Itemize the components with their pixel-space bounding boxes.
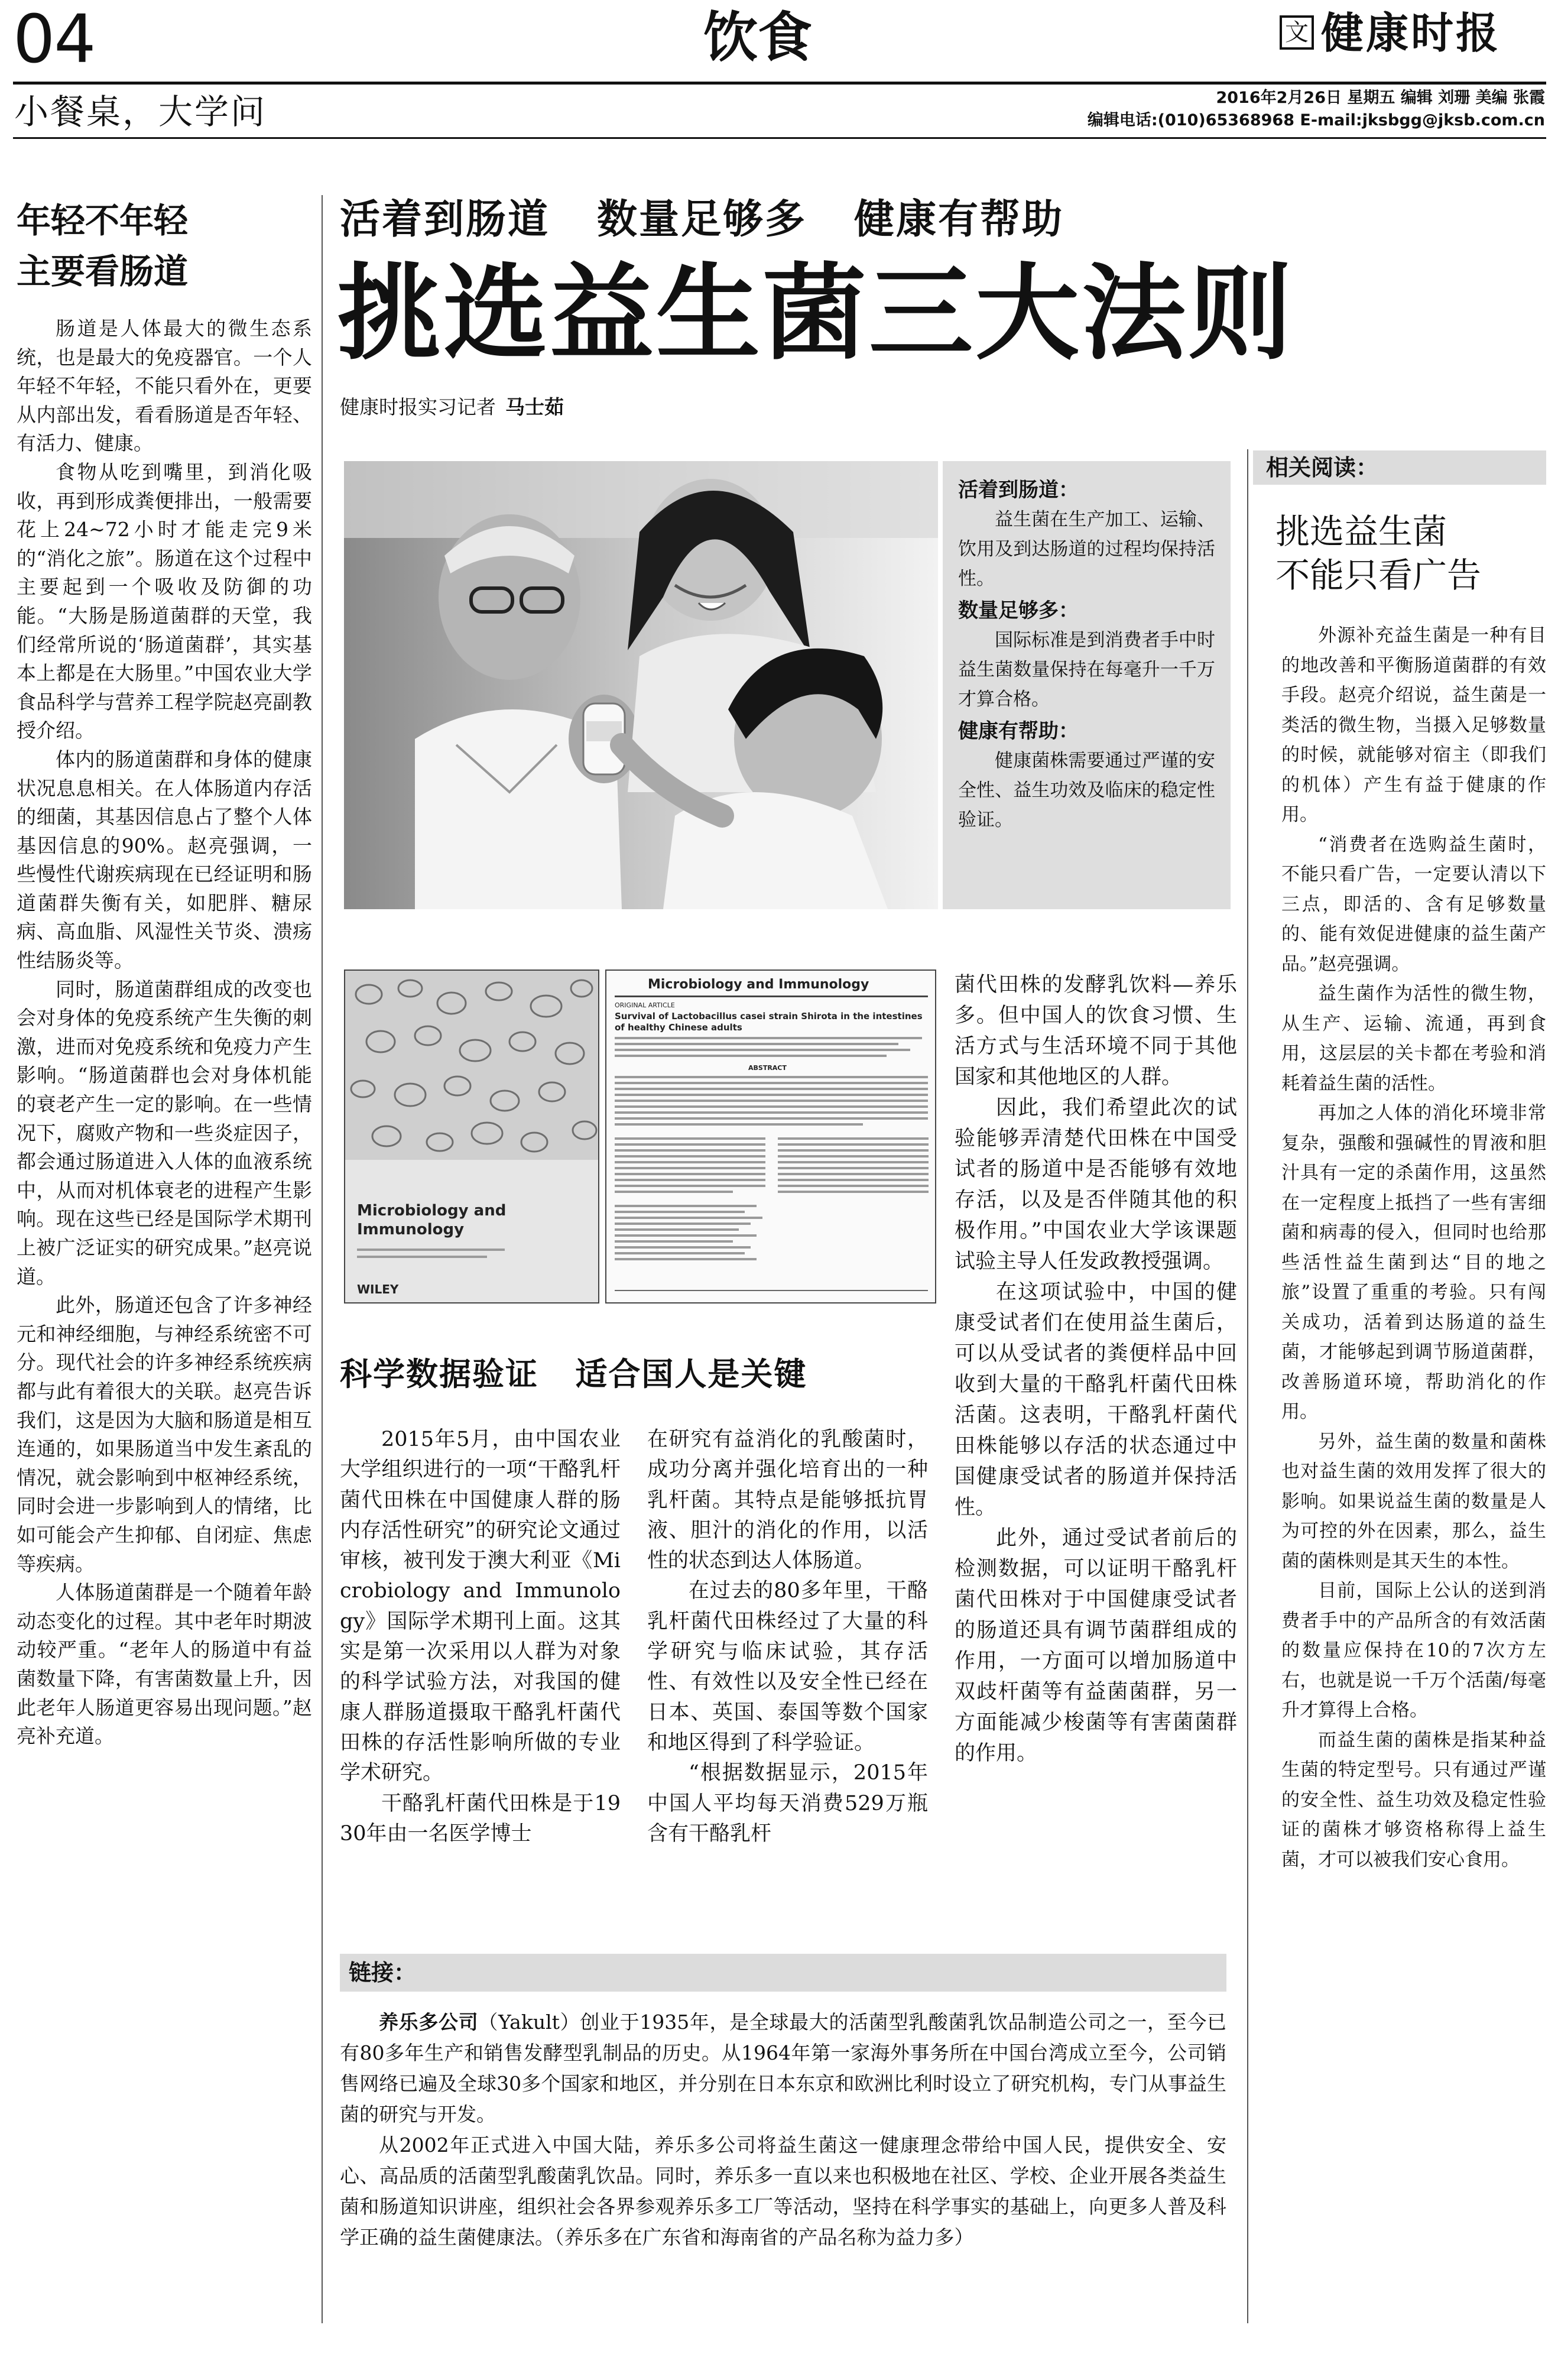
key-point-text: 益生菌在生产加工、运输、饮用及到达肠道的过程均保持活性。 [958, 509, 1215, 589]
paragraph: 同时，肠道菌群组成的改变也会对身体的免疫系统产生失衡的刺激，进而对免疫系统和免疫力产生影响。“肠道菌群也会对身体机能的衰老产生一定的影响。在一些情况下，腐败产物和一些炎症因子，都会通过肠道进入人体的血液系统中，从而对机体衰老的进程产生影响。现在这些已经是国际学术期刊上被广泛证实的研究成果。”赵亮说道。 [17, 977, 312, 1288]
key-point-text: 国际标准是到消费者手中时益生菌数量保持在每毫升一千万才算合格。 [958, 630, 1215, 710]
left-article-headline [17, 195, 312, 297]
paragraph: 食物从吃到嘴里，到消化吸收，再到形成粪便排出，一般需要花上24~72小时才能走完9米的“消化之旅”。肠道在这个过程中主要起到一个吸收及防御的功能。“大肠是肠道菌群的天堂，我们经常所说的‘肠道菌群’，其实基本上都是在大肠里。”中国农业大学食品科学与营养工程学院赵亮副教授介绍。 [17, 460, 312, 742]
paragraph: 此外，通过受试者前后的检测数据，可以证明干酪乳杆菌代田株对于中国健康受试者的肠道还具有调节菌群组成的作用，一方面可以增加肠道中双歧杆菌等有益菌菌群，另一方面能减少梭菌等有害菌菌群的作用。 [955, 1526, 1237, 1765]
paragraph: 肠道是人体最大的微生态系统，也是最大的免疫器官。一个人年轻不年轻，不能只看外在，更要从内部出发，看看肠道是否年轻、有活力、健康。 [17, 317, 312, 455]
photo-illustration [344, 461, 938, 909]
family-photo [344, 461, 938, 909]
logo-icon: 文 [1280, 15, 1314, 50]
paragraph: 人体肠道菌群是一个随着年龄动态变化的过程。其中老年时期波动较严重。“老年人的肠道中有益菌数量下降，有害菌数量上升，因此老年人肠道更容易出现问题。”赵亮补充道。 [17, 1581, 312, 1748]
byline [340, 394, 564, 420]
paragraph: 在这项试验中，中国的健康受试者们在使用益生菌后，可以从受试者的粪便样品中回收到大量的干酪乳杆菌代田株活菌。这表明，干酪乳杆菌代田株能够以存活的状态通过中国健康受试者的肠道并保持活性。 [955, 1280, 1237, 1519]
column-divider [1247, 449, 1248, 2323]
publisher-logo: WILEY [357, 1282, 399, 1296]
related-article-body [1281, 621, 1546, 1875]
related-headline-line: 不能只看广告 [1275, 555, 1482, 595]
paragraph: “消费者在选购益生菌时，不能只看广告，一定要认清以下三点，即活的、含有足够数量的、能有效促进健康的益生菌产品。”赵亮强调。 [1281, 834, 1546, 975]
key-point-heading: 数量足够多： [958, 599, 1079, 622]
paragraph: 目前，国际上公认的送到消费者手中的产品所含的有效活菌的数量应保持在10的7次方左右，也就是说一千万个活菌/每毫升才算得上合格。 [1281, 1580, 1546, 1721]
section-slogan: 小餐桌，大学问 [14, 92, 267, 132]
key-point-heading: 健康有帮助： [958, 719, 1079, 743]
article-column-a [340, 1425, 621, 1849]
paragraph: 在过去的80多年里，干酪乳杆菌代田株经过了大量的科学研究与临床试验，其存活性、有效性以及安全性已经在日本、英国、泰国等数个国家和地区得到了科学验证。 [647, 1579, 928, 1755]
paragraph: 外源补充益生菌是一种有目的地改善和平衡肠道菌群的有效手段。赵亮介绍说，益生菌是一类活的微生物，当摄入足够数量的时候，就能够对宿主（即我们的机体）产生有益于健康的作用。 [1281, 625, 1546, 825]
article-column-b [647, 1425, 928, 1849]
journal-cover-title: Microbiology and Immunology [357, 1202, 507, 1238]
link-section-body [340, 2007, 1226, 2253]
paragraph-text: （Yakult）创业于1935年，是全球最大的活菌型乳酸菌乳饮品制造公司之一，至今已有80多年生产和销售发酵型乳制品的历史。从1964年第一家海外事务所在中国台湾成立至今，公司销售网络已遍及全球30多个国家和地区，并分别在日本东京和欧洲比利时设立了研究机构，专门从事益生菌的研究与开发。 [340, 2011, 1226, 2126]
paragraph: 菌代田株的发酵乳饮料—养乐多。但中国人的饮食习惯、生活方式与生活环境不同于其他国家和其他地区的人群。 [955, 973, 1237, 1089]
column-divider [322, 195, 323, 2323]
link-section-bar [340, 1954, 1226, 1992]
article-column-right [955, 969, 1237, 1769]
section-title: 饮食 [703, 6, 813, 69]
journal-article-image [605, 969, 936, 1304]
paragraph: 在研究有益消化的乳酸菌时，成功分离并强化培育出的一种乳杆菌。其特点是能够抵抗胃液、胆汁的消化的作用，以活性的状态到达人体肠道。 [647, 1428, 928, 1573]
left-headline-line: 主要看肠道 [17, 251, 189, 291]
date-editor-line: 2016年2月26日 星期五 编辑 刘珊 美编 张霞 [1216, 89, 1545, 107]
related-headline [1275, 510, 1541, 597]
related-headline-line: 挑选益生菌 [1275, 511, 1447, 552]
sub-headline: 科学数据验证 适合国人是关键 [340, 1356, 807, 1393]
key-point-text: 健康菌株需要通过严谨的安全性、益生功效及临床的稳定性验证。 [958, 750, 1215, 831]
article-label: ORIGINAL ARTICLE [615, 1001, 675, 1009]
link-section-label: 链接： [349, 1960, 417, 1986]
journal-cover-image [344, 969, 599, 1304]
key-point-heading: 活着到肠道： [958, 478, 1079, 502]
paragraph [340, 2007, 1226, 2130]
paragraph: 此外，肠道还包含了许多神经元和神经细胞，与神经系统密不可分。现代社会的许多神经系统疾病都与此有着很大的关联。赵亮告诉我们，这是因为大脑和肠道是相互连通的，如果肠道当中发生紊乱的情况，就会影响到中枢神经系统，同时会进一步影响到人的情绪，比如可能会产生抑郁、自闭症、焦虑等疾病。 [17, 1293, 312, 1575]
masthead-logo: 健康时报 [1321, 8, 1501, 58]
journal-article-title: Survival of Lactobacillus casei strain Shirota in the intestines of healthy Chinese adults [615, 1011, 923, 1033]
byline-label: 健康时报实习记者 [340, 395, 496, 419]
related-reading-label: 相关阅读： [1266, 455, 1379, 481]
paragraph: 2015年5月，由中国农业大学组织进行的一项“干酪乳杆菌代田株在中国健康人群的肠内存活性研究”的研究论文通过审核，被刊发于澳大利亚《Microbiology and Immunology》国际学术期刊上面。这其实是第一次采用以人群为对象的科学试验方法，对我国的健康人群肠道摄取干酪乳杆菌代田株的存活性影响所做的专业学术研究。 [340, 1428, 621, 1785]
article-kicker: 活着到肠道 数量足够多 健康有帮助 [340, 196, 1064, 243]
byline-name: 马士茹 [505, 395, 564, 419]
paragraph: “根据数据显示，2015年中国人平均每天消费529万瓶含有干酪乳杆 [647, 1761, 928, 1846]
paragraph: 益生菌作为活性的微生物，从生产、运输、流通，再到食用，这层层的关卡都在考验和消耗着益生菌的活性。 [1281, 983, 1546, 1094]
key-points-box [943, 461, 1231, 909]
paragraph: 而益生菌的菌株是指某种益生菌的特定型号。只有通过严谨的安全性、益生功效及稳定性验证的菌株才够资格称得上益生菌，才可以被我们安心食用。 [1281, 1729, 1546, 1870]
contact-line: 编辑电话:(010)65368968 E-mail:jksbgg@jksb.com.cn [1087, 111, 1545, 129]
paragraph: 干酪乳杆菌代田株是于1930年由一名医学博士 [340, 1791, 621, 1846]
paragraph: 体内的肠道菌群和身体的健康状况息息相关。在人体肠道内存活的细菌，其基因信息占了整个人体基因信息的90%。赵亮强调，一些慢性代谢疾病现在已经证明和肠道菌群失衡有关，如肥胖、糖尿病、高血脂、风湿性关节炎、溃疡性结肠炎等。 [17, 747, 312, 972]
paragraph: 另外，益生菌的数量和菌株也对益生菌的效用发挥了很大的影响。如果说益生菌的数量是人为可控的外在因素，那么，益生菌的菌株则是其天生的本性。 [1281, 1431, 1546, 1572]
left-headline-line: 年轻不年轻 [17, 200, 189, 241]
microscope-texture [345, 971, 599, 1160]
paragraph: 再加之人体的消化环境非常复杂，强酸和强碱性的胃液和胆汁具有一定的杀菌作用，这虽然在一定程度上抵挡了一些有害细菌和病毒的侵入，但同时也给那些活性益生菌到达“目的地之旅”设置了重重的考验。只有闯关成功，活着到达肠道的益生菌，才能够起到调节肠道菌群，改善肠道环境，帮助消化的作用。 [1281, 1103, 1546, 1422]
paragraph: 因此，我们希望此次的试验能够弄清楚代田株在中国受试者的肠道中是否能够有效地存活，以及是否伴随其他的积极作用。”中国农业大学该课题试验主导人任发政教授强调。 [955, 1096, 1237, 1273]
article-title: 挑选益生菌三大法则 [337, 252, 1295, 374]
journal-page-header: Microbiology and Immunology [648, 977, 869, 992]
company-name: 养乐多公司 [379, 2011, 479, 2034]
header-rule [13, 82, 1546, 85]
page-number: 04 [13, 1, 95, 78]
left-article-body [17, 314, 312, 1751]
paragraph: 从2002年正式进入中国大陆，养乐多公司将益生菌这一健康理念带给中国人民，提供安全、安心、高品质的活菌型乳酸菌乳饮品。同时，养乐多一直以来也积极地在社区、学校、企业开展各类益生菌和肠道知识讲座，组织社会各界参观养乐多工厂等活动，坚持在科学事实的基础上，向更多人普及科学正确的益生菌健康法。（养乐多在广东省和海南省的产品名称为益力多） [340, 2133, 1226, 2249]
header-rule-bottom [13, 137, 1546, 139]
abstract-label: ABSTRACT [748, 1064, 787, 1072]
